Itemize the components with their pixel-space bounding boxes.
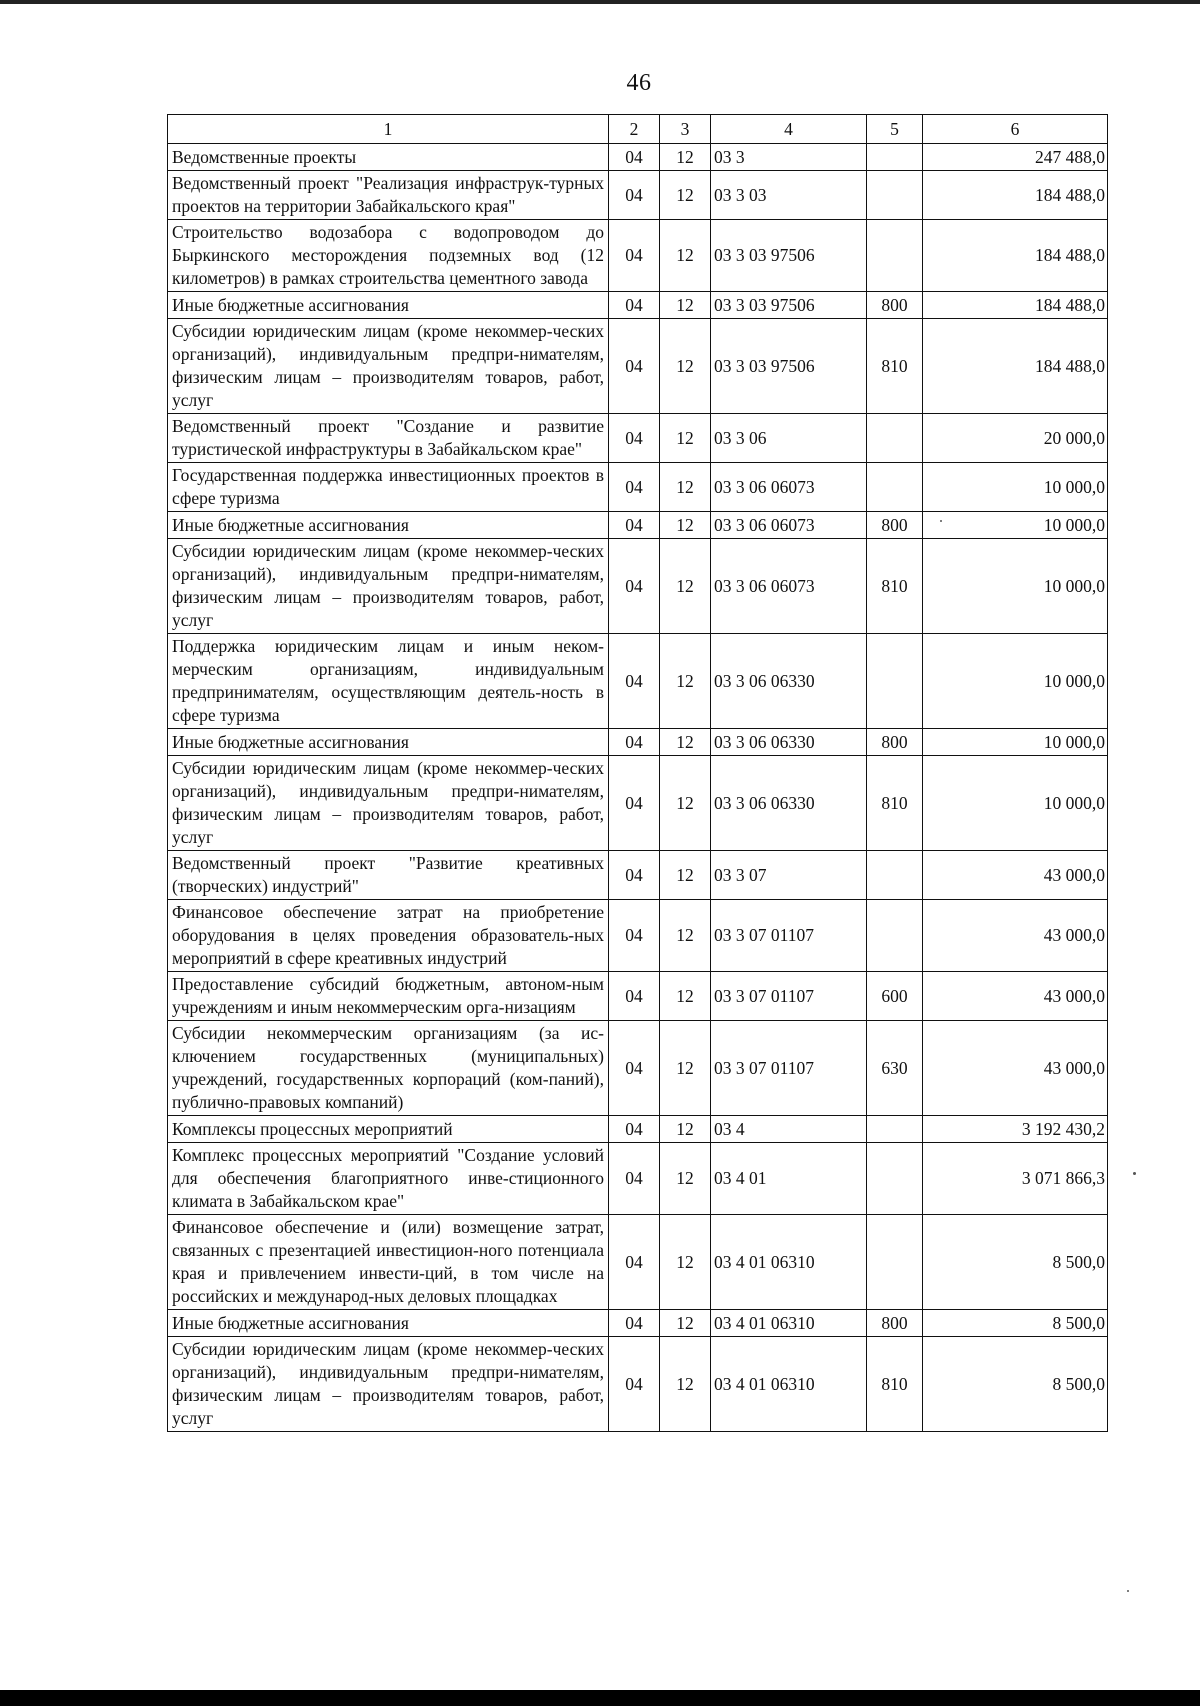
cell-subsection: 12 <box>660 972 711 1021</box>
cell-target-code: 03 3 <box>711 144 867 171</box>
cell-name: Государственная поддержка инвестиционных проектов в сфере туризма <box>168 463 609 512</box>
cell-section: 04 <box>609 972 660 1021</box>
table-row <box>168 171 1108 220</box>
table-row <box>168 1021 1108 1116</box>
cell-subsection: 12 <box>660 220 711 292</box>
cell-target-code: 03 3 06 06330 <box>711 756 867 851</box>
cell-amount: 184 488,0 <box>923 220 1108 292</box>
cell-section: 04 <box>609 463 660 512</box>
cell-amount: 10 000,0 <box>923 634 1108 729</box>
cell-target-code: 03 3 07 01107 <box>711 972 867 1021</box>
cell-name: Ведомственные проекты <box>168 144 609 171</box>
header-col-6: 6 <box>923 115 1108 144</box>
cell-expense-type <box>867 1116 923 1143</box>
cell-name: Финансовое обеспечение затрат на приобретение оборудования в целях проведения образователь-ных мероприятий в сфере креативных индустрий <box>168 900 609 972</box>
cell-section: 04 <box>609 756 660 851</box>
cell-section: 04 <box>609 292 660 319</box>
cell-subsection: 12 <box>660 851 711 900</box>
table-row <box>168 756 1108 851</box>
cell-amount: 184 488,0 <box>923 319 1108 414</box>
cell-subsection: 12 <box>660 756 711 851</box>
cell-subsection: 12 <box>660 1337 711 1432</box>
cell-expense-type: 800 <box>867 292 923 319</box>
cell-amount: 10 000,0 <box>923 756 1108 851</box>
cell-target-code: 03 3 06 06073 <box>711 463 867 512</box>
cell-amount: 184 488,0 <box>923 292 1108 319</box>
cell-expense-type: 800 <box>867 512 923 539</box>
scan-edge-top <box>0 0 1200 4</box>
header-col-4: 4 <box>711 115 867 144</box>
cell-target-code: 03 3 03 97506 <box>711 319 867 414</box>
cell-section: 04 <box>609 634 660 729</box>
cell-section: 04 <box>609 512 660 539</box>
cell-section: 04 <box>609 414 660 463</box>
table-row <box>168 463 1108 512</box>
cell-target-code: 03 4 01 <box>711 1143 867 1215</box>
cell-target-code: 03 3 06 <box>711 414 867 463</box>
cell-amount: 10 000,0 <box>923 539 1108 634</box>
cell-subsection: 12 <box>660 1310 711 1337</box>
cell-amount: 10 000,0 <box>923 463 1108 512</box>
cell-expense-type: 810 <box>867 539 923 634</box>
cell-name: Ведомственный проект "Развитие креативных (творческих) индустрий" <box>168 851 609 900</box>
cell-target-code: 03 4 01 06310 <box>711 1215 867 1310</box>
cell-name: Субсидии некоммерческим организациям (за ис-ключением государственных (муниципальных) учреждений, государственных корпораций (ком-паний), публично-правовых компаний) <box>168 1021 609 1116</box>
cell-expense-type: 800 <box>867 729 923 756</box>
budget-table-container <box>167 114 1107 1432</box>
cell-subsection: 12 <box>660 512 711 539</box>
table-row <box>168 144 1108 171</box>
cell-target-code: 03 3 06 06330 <box>711 634 867 729</box>
header-col-1: 1 <box>168 115 609 144</box>
cell-target-code: 03 3 06 06073 <box>711 512 867 539</box>
scan-edge-bottom <box>0 1690 1200 1706</box>
cell-section: 04 <box>609 319 660 414</box>
cell-subsection: 12 <box>660 144 711 171</box>
page-number: 46 <box>626 70 652 96</box>
cell-name: Субсидии юридическим лицам (кроме некоммер-ческих организаций), индивидуальным предпри-нимателям, физическим лицам – производителям товаров, работ, услуг <box>168 539 609 634</box>
cell-subsection: 12 <box>660 1116 711 1143</box>
scan-speck <box>1133 1172 1136 1175</box>
cell-target-code: 03 3 03 <box>711 171 867 220</box>
cell-name: Иные бюджетные ассигнования <box>168 512 609 539</box>
cell-section: 04 <box>609 1310 660 1337</box>
cell-subsection: 12 <box>660 414 711 463</box>
cell-name: Комплекс процессных мероприятий "Создание условий для обеспечения благоприятного инве-стиционного климата в Забайкальском крае" <box>168 1143 609 1215</box>
cell-expense-type <box>867 1143 923 1215</box>
table-row <box>168 1337 1108 1432</box>
table-row <box>168 292 1108 319</box>
scan-speck <box>1127 1590 1129 1592</box>
cell-name: Иные бюджетные ассигнования <box>168 292 609 319</box>
cell-amount: 43 000,0 <box>923 900 1108 972</box>
table-row <box>168 1310 1108 1337</box>
cell-section: 04 <box>609 539 660 634</box>
cell-amount: 8 500,0 <box>923 1310 1108 1337</box>
table-row <box>168 1143 1108 1215</box>
cell-name: Иные бюджетные ассигнования <box>168 1310 609 1337</box>
header-col-5: 5 <box>867 115 923 144</box>
table-row <box>168 729 1108 756</box>
table-row <box>168 851 1108 900</box>
cell-section: 04 <box>609 851 660 900</box>
cell-target-code: 03 3 07 01107 <box>711 1021 867 1116</box>
table-row <box>168 972 1108 1021</box>
cell-subsection: 12 <box>660 634 711 729</box>
cell-name: Субсидии юридическим лицам (кроме некоммер-ческих организаций), индивидуальным предпри-нимателям, физическим лицам – производителям товаров, работ, услуг <box>168 1337 609 1432</box>
cell-subsection: 12 <box>660 1143 711 1215</box>
cell-amount: 43 000,0 <box>923 972 1108 1021</box>
cell-expense-type <box>867 1215 923 1310</box>
cell-amount: 8 500,0 <box>923 1337 1108 1432</box>
table-row <box>168 1215 1108 1310</box>
cell-expense-type: 630 <box>867 1021 923 1116</box>
cell-subsection: 12 <box>660 539 711 634</box>
cell-amount: 8 500,0 <box>923 1215 1108 1310</box>
cell-subsection: 12 <box>660 171 711 220</box>
table-row <box>168 512 1108 539</box>
cell-name: Ведомственный проект "Реализация инфраструк-турных проектов на территории Забайкальского края" <box>168 171 609 220</box>
cell-name: Субсидии юридическим лицам (кроме некоммер-ческих организаций), индивидуальным предпри-нимателям, физическим лицам – производителям товаров, работ, услуг <box>168 319 609 414</box>
cell-target-code: 03 4 01 06310 <box>711 1310 867 1337</box>
cell-name: Строительство водозабора с водопроводом до Быркинского месторождения подземных вод (12 километров) в рамках строительства цементного завода <box>168 220 609 292</box>
cell-subsection: 12 <box>660 900 711 972</box>
cell-name: Поддержка юридическим лицам и иным неком-мерческим организациям, индивидуальным предпринимателям, осуществляющим деятель-ность в сфере туризма <box>168 634 609 729</box>
budget-table <box>167 114 1108 1432</box>
cell-amount: 3 192 430,2 <box>923 1116 1108 1143</box>
cell-name: Субсидии юридическим лицам (кроме некоммер-ческих организаций), индивидуальным предпри-нимателям, физическим лицам – производителям товаров, работ, услуг <box>168 756 609 851</box>
cell-amount: 247 488,0 <box>923 144 1108 171</box>
cell-section: 04 <box>609 1337 660 1432</box>
cell-target-code: 03 3 03 97506 <box>711 292 867 319</box>
cell-expense-type <box>867 220 923 292</box>
cell-expense-type <box>867 463 923 512</box>
header-col-3: 3 <box>660 115 711 144</box>
cell-section: 04 <box>609 1116 660 1143</box>
cell-expense-type <box>867 171 923 220</box>
cell-target-code: 03 3 06 06073 <box>711 539 867 634</box>
cell-name: Комплексы процессных мероприятий <box>168 1116 609 1143</box>
cell-expense-type <box>867 900 923 972</box>
cell-subsection: 12 <box>660 1215 711 1310</box>
table-row <box>168 1116 1108 1143</box>
cell-expense-type <box>867 634 923 729</box>
cell-target-code: 03 3 07 <box>711 851 867 900</box>
cell-amount: 43 000,0 <box>923 851 1108 900</box>
cell-amount: 10 000,0 <box>923 512 1108 539</box>
cell-target-code: 03 4 01 06310 <box>711 1337 867 1432</box>
cell-subsection: 12 <box>660 1021 711 1116</box>
cell-subsection: 12 <box>660 319 711 414</box>
cell-section: 04 <box>609 900 660 972</box>
cell-section: 04 <box>609 144 660 171</box>
cell-section: 04 <box>609 1143 660 1215</box>
cell-subsection: 12 <box>660 463 711 512</box>
cell-section: 04 <box>609 1021 660 1116</box>
scan-speck <box>940 520 942 522</box>
cell-expense-type: 810 <box>867 319 923 414</box>
table-body <box>168 144 1108 1432</box>
cell-expense-type: 800 <box>867 1310 923 1337</box>
cell-expense-type: 600 <box>867 972 923 1021</box>
cell-subsection: 12 <box>660 729 711 756</box>
cell-name: Предоставление субсидий бюджетным, автоном-ным учреждениям и иным некоммерческим орга-низациям <box>168 972 609 1021</box>
cell-target-code: 03 4 <box>711 1116 867 1143</box>
cell-amount: 10 000,0 <box>923 729 1108 756</box>
cell-section: 04 <box>609 729 660 756</box>
cell-expense-type <box>867 851 923 900</box>
cell-amount: 3 071 866,3 <box>923 1143 1108 1215</box>
table-row <box>168 634 1108 729</box>
cell-target-code: 03 3 06 06330 <box>711 729 867 756</box>
table-row <box>168 414 1108 463</box>
cell-name: Ведомственный проект "Создание и развитие туристической инфраструктуры в Забайкальском крае" <box>168 414 609 463</box>
table-row <box>168 220 1108 292</box>
cell-target-code: 03 3 07 01107 <box>711 900 867 972</box>
cell-target-code: 03 3 03 97506 <box>711 220 867 292</box>
table-row <box>168 900 1108 972</box>
cell-section: 04 <box>609 220 660 292</box>
cell-section: 04 <box>609 171 660 220</box>
cell-expense-type: 810 <box>867 1337 923 1432</box>
table-header-row <box>168 115 1108 144</box>
table-row <box>168 319 1108 414</box>
cell-expense-type <box>867 414 923 463</box>
cell-name: Иные бюджетные ассигнования <box>168 729 609 756</box>
table-row <box>168 539 1108 634</box>
cell-expense-type <box>867 144 923 171</box>
header-col-2: 2 <box>609 115 660 144</box>
cell-subsection: 12 <box>660 292 711 319</box>
cell-expense-type: 810 <box>867 756 923 851</box>
cell-amount: 20 000,0 <box>923 414 1108 463</box>
cell-amount: 43 000,0 <box>923 1021 1108 1116</box>
cell-name: Финансовое обеспечение и (или) возмещение затрат, связанных с презентацией инвестицион-ного потенциала края и привлечением инвести-ций, в том числе на российских и международ-ных деловых площадках <box>168 1215 609 1310</box>
cell-amount: 184 488,0 <box>923 171 1108 220</box>
cell-section: 04 <box>609 1215 660 1310</box>
